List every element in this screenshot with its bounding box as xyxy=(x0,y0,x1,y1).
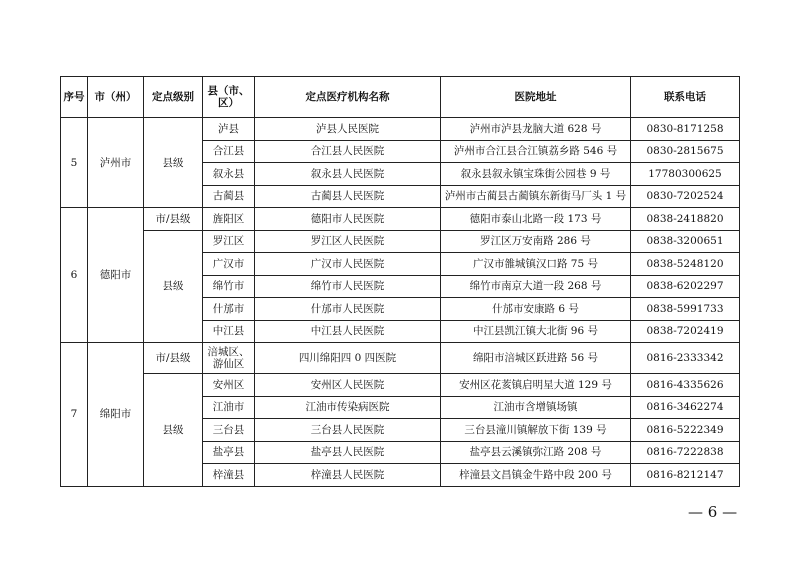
institution-cell: 叙永县人民医院 xyxy=(255,163,441,186)
county-cell: 三台县 xyxy=(203,419,255,442)
city-cell: 绵阳市 xyxy=(88,343,144,487)
table-row xyxy=(61,118,740,141)
city-cell: 德阳市 xyxy=(88,208,144,343)
header-city: 市（州） xyxy=(88,77,144,118)
phone-cell: 0816-3462274 xyxy=(631,396,740,419)
phone-cell: 0838-6202297 xyxy=(631,275,740,298)
phone-cell: 0816-4335626 xyxy=(631,374,740,397)
county-cell: 罗江区 xyxy=(203,230,255,253)
header-county: 县（市、区） xyxy=(203,77,255,118)
address-cell: 什邡市安康路 6 号 xyxy=(441,298,631,321)
address-cell: 叙永县叙永镇宝珠街公园巷 9 号 xyxy=(441,163,631,186)
institution-cell: 四川绵阳四 0 四医院 xyxy=(255,343,441,374)
institution-cell: 罗江区人民医院 xyxy=(255,230,441,253)
county-cell: 安州区 xyxy=(203,374,255,397)
phone-cell: 0838-5991733 xyxy=(631,298,740,321)
county-cell: 什邡市 xyxy=(203,298,255,321)
phone-cell: 0838-3200651 xyxy=(631,230,740,253)
level-cell: 县级 xyxy=(144,374,203,487)
address-cell: 江油市含增镇场镇 xyxy=(441,396,631,419)
address-cell: 绵竹市南京大道一段 268 号 xyxy=(441,275,631,298)
county-cell: 盐亭县 xyxy=(203,441,255,464)
address-cell: 盐亭县云溪镇弥江路 208 号 xyxy=(441,441,631,464)
county-cell: 古蔺县 xyxy=(203,185,255,208)
header-address: 医院地址 xyxy=(441,77,631,118)
address-cell: 广汉市雒城镇汉口路 75 号 xyxy=(441,253,631,276)
header-level: 定点级别 xyxy=(144,77,203,118)
phone-cell: 0838-7202419 xyxy=(631,320,740,343)
header-phone: 联系电话 xyxy=(631,77,740,118)
institution-cell: 中江县人民医院 xyxy=(255,320,441,343)
table-row xyxy=(61,208,740,231)
page-number: — 6 — xyxy=(688,503,738,521)
address-cell: 泸州市合江县合江镇荔乡路 546 号 xyxy=(441,140,631,163)
phone-cell: 0838-2418820 xyxy=(631,208,740,231)
address-cell: 罗江区万安南路 286 号 xyxy=(441,230,631,253)
hospital-table xyxy=(60,76,740,487)
address-cell: 德阳市泰山北路一段 173 号 xyxy=(441,208,631,231)
seq-cell: 6 xyxy=(61,208,88,343)
header-seq: 序号 xyxy=(61,77,88,118)
institution-cell: 泸县人民医院 xyxy=(255,118,441,141)
table-row xyxy=(61,374,740,397)
county-cell: 梓潼县 xyxy=(203,464,255,487)
county-cell: 中江县 xyxy=(203,320,255,343)
table-header-row xyxy=(61,77,740,118)
county-cell: 叙永县 xyxy=(203,163,255,186)
institution-cell: 古蔺县人民医院 xyxy=(255,185,441,208)
level-cell: 县级 xyxy=(144,230,203,343)
institution-cell: 安州区人民医院 xyxy=(255,374,441,397)
phone-cell: 0816-2333342 xyxy=(631,343,740,374)
county-cell: 广汉市 xyxy=(203,253,255,276)
phone-cell: 0816-7222838 xyxy=(631,441,740,464)
address-cell: 梓潼县文昌镇金牛路中段 200 号 xyxy=(441,464,631,487)
address-cell: 泸州市古蔺县古蔺镇东新街马厂头 1 号 xyxy=(441,185,631,208)
table-row xyxy=(61,343,740,374)
institution-cell: 德阳市人民医院 xyxy=(255,208,441,231)
phone-cell: 0816-5222349 xyxy=(631,419,740,442)
phone-cell: 0816-8212147 xyxy=(631,464,740,487)
level-cell: 县级 xyxy=(144,118,203,208)
county-cell: 江油市 xyxy=(203,396,255,419)
phone-cell: 0838-5248120 xyxy=(631,253,740,276)
address-cell: 安州区花荄镇启明星大道 129 号 xyxy=(441,374,631,397)
institution-cell: 绵竹市人民医院 xyxy=(255,275,441,298)
institution-cell: 三台县人民医院 xyxy=(255,419,441,442)
address-cell: 中江县凯江镇大北街 96 号 xyxy=(441,320,631,343)
phone-cell: 0830-7202524 xyxy=(631,185,740,208)
county-cell: 绵竹市 xyxy=(203,275,255,298)
institution-cell: 梓潼县人民医院 xyxy=(255,464,441,487)
address-cell: 泸州市泸县龙脑大道 628 号 xyxy=(441,118,631,141)
table-row xyxy=(61,230,740,253)
institution-cell: 合江县人民医院 xyxy=(255,140,441,163)
phone-cell: 0830-2815675 xyxy=(631,140,740,163)
seq-cell: 7 xyxy=(61,343,88,487)
county-cell: 合江县 xyxy=(203,140,255,163)
county-cell: 泸县 xyxy=(203,118,255,141)
phone-cell: 17780300625 xyxy=(631,163,740,186)
county-cell: 旌阳区 xyxy=(203,208,255,231)
institution-cell: 盐亭县人民医院 xyxy=(255,441,441,464)
address-cell: 三台县潼川镇解放下街 139 号 xyxy=(441,419,631,442)
address-cell: 绵阳市涪城区跃进路 56 号 xyxy=(441,343,631,374)
county-cell: 涪城区、游仙区 xyxy=(203,343,255,374)
level-cell: 市/县级 xyxy=(144,343,203,374)
phone-cell: 0830-8171258 xyxy=(631,118,740,141)
institution-cell: 什邡市人民医院 xyxy=(255,298,441,321)
level-cell: 市/县级 xyxy=(144,208,203,231)
institution-cell: 江油市传染病医院 xyxy=(255,396,441,419)
header-institution: 定点医疗机构名称 xyxy=(255,77,441,118)
seq-cell: 5 xyxy=(61,118,88,208)
institution-cell: 广汉市人民医院 xyxy=(255,253,441,276)
city-cell: 泸州市 xyxy=(88,118,144,208)
